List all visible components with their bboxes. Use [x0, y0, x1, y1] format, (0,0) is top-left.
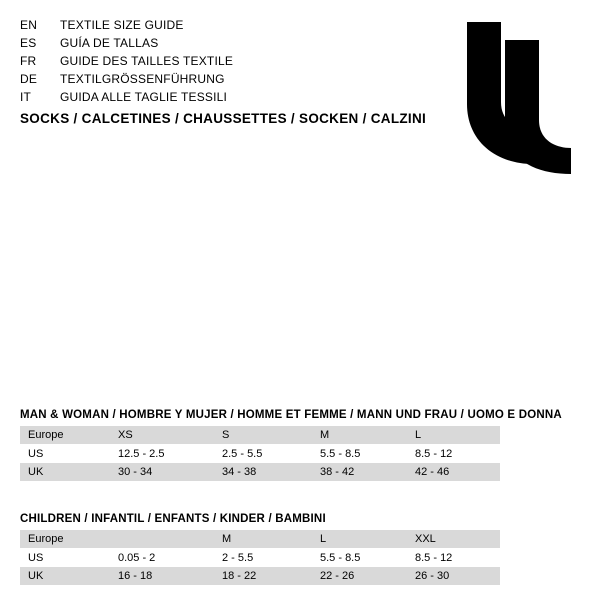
- language-code: DE: [20, 72, 38, 86]
- row-cell: 26 - 30: [415, 570, 450, 582]
- row-cell: 30 - 34: [118, 466, 153, 478]
- column-header: XXL: [415, 533, 436, 545]
- row-cell: 8.5 - 12: [407, 549, 500, 568]
- column-header: [110, 530, 214, 549]
- row-cell: 42 - 46: [415, 466, 450, 478]
- language-code: ES: [20, 36, 37, 50]
- column-header: M: [222, 533, 232, 545]
- table-header-row: [20, 426, 500, 445]
- row-cell: 12.5 - 2.5: [110, 445, 214, 464]
- product-title: SOCKS / CALCETINES / CHAUSSETTES / SOCKEN / CALZINI: [20, 111, 427, 126]
- table-row: [20, 445, 500, 464]
- language-row: [20, 34, 380, 52]
- row-cell: 34 - 38: [222, 466, 257, 478]
- children-size-table: [20, 530, 500, 585]
- row-label: UK: [28, 570, 44, 582]
- row-cell: 18 - 22: [222, 570, 257, 582]
- row-label: US: [20, 549, 110, 568]
- language-row: [20, 52, 380, 70]
- row-label: UK: [28, 466, 44, 478]
- table-row: [20, 463, 500, 481]
- language-title: TEXTILGRÖSSENFÜHRUNG: [60, 72, 225, 86]
- children-table-caption: CHILDREN / INFANTIL / ENFANTS / KINDER / BAMBINI: [20, 513, 326, 525]
- row-cell: 8.5 - 12: [407, 445, 500, 464]
- column-header: M: [320, 429, 330, 441]
- table-header-row: [20, 530, 500, 549]
- row-cell: 2 - 5.5: [214, 549, 312, 568]
- row-label: US: [20, 445, 110, 464]
- language-row: [20, 88, 380, 106]
- adults-size-table: [20, 426, 500, 481]
- column-header: XS: [118, 429, 133, 441]
- language-code: FR: [20, 54, 37, 68]
- language-row: [20, 16, 380, 34]
- table-row: [20, 567, 500, 585]
- row-cell: 16 - 18: [118, 570, 153, 582]
- language-title: GUIDA ALLE TAGLIE TESSILI: [60, 90, 228, 104]
- table-row: [20, 549, 500, 568]
- adults-size-section: [20, 409, 580, 481]
- language-code: IT: [20, 90, 32, 104]
- row-cell: 5.5 - 8.5: [312, 445, 407, 464]
- language-title: TEXTILE SIZE GUIDE: [60, 18, 184, 32]
- row-cell: 0.05 - 2: [110, 549, 214, 568]
- children-size-section: [20, 513, 580, 585]
- language-title: GUÍA DE TALLAS: [60, 36, 159, 50]
- column-header: Europe: [28, 533, 64, 545]
- column-header: Europe: [28, 429, 64, 441]
- language-title: GUIDE DES TAILLES TEXTILE: [60, 54, 234, 68]
- row-cell: 38 - 42: [320, 466, 355, 478]
- row-cell: 5.5 - 8.5: [312, 549, 407, 568]
- column-header: S: [222, 429, 230, 441]
- language-row: [20, 70, 380, 88]
- adults-table-caption: MAN & WOMAN / HOMBRE Y MUJER / HOMME ET FEMME / MANN UND FRAU / UOMO E DONNA: [20, 409, 562, 421]
- row-cell: 22 - 26: [320, 570, 355, 582]
- socks-illustration: [405, 18, 575, 178]
- language-code: EN: [20, 18, 38, 32]
- row-cell: 2.5 - 5.5: [214, 445, 312, 464]
- language-list: [20, 16, 380, 106]
- column-header: L: [320, 533, 327, 545]
- column-header: L: [415, 429, 422, 441]
